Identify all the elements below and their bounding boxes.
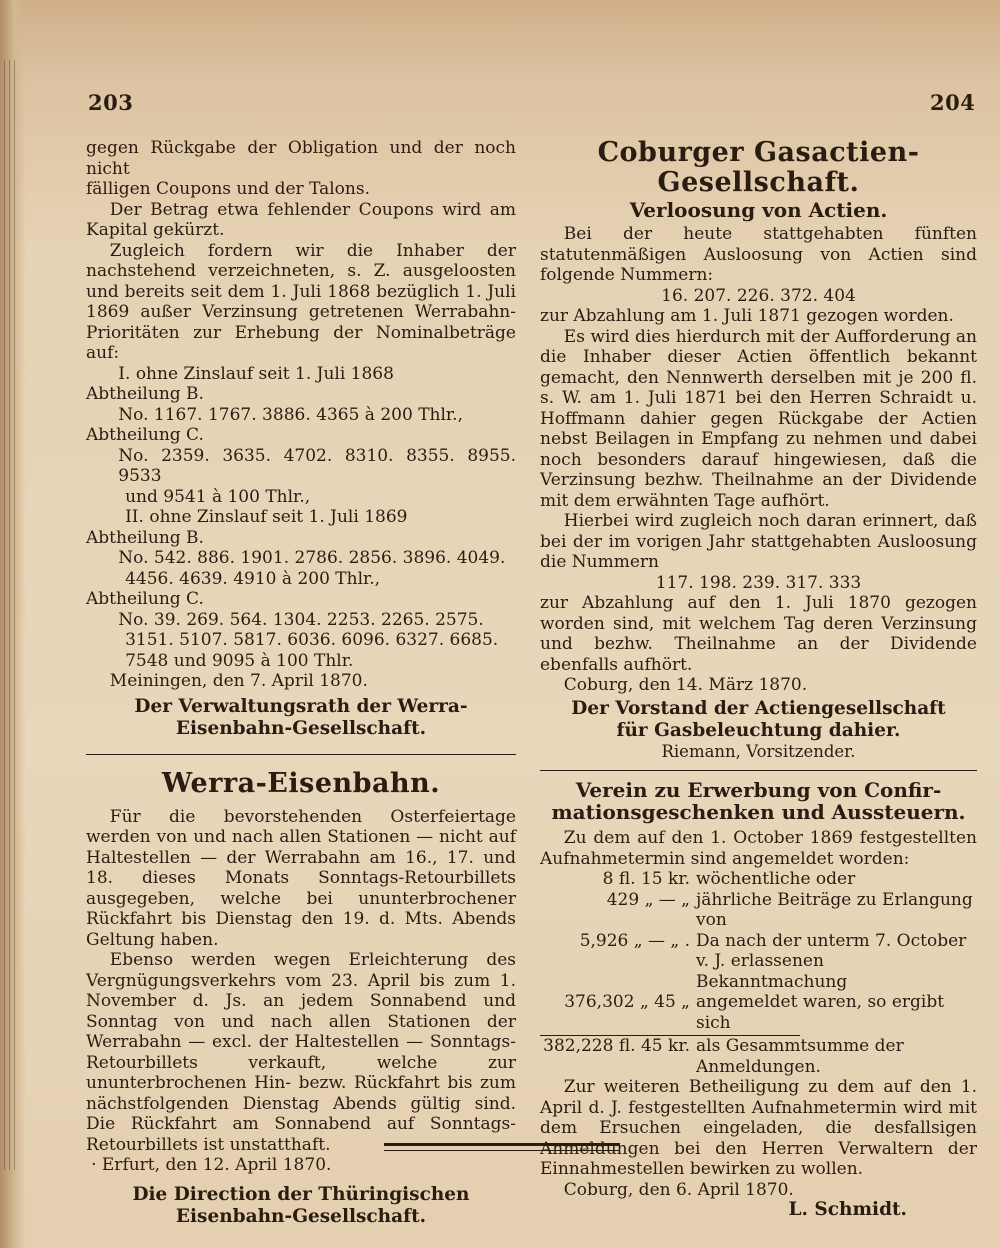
- intro-line-2: fälligen Coupons und der Talons.: [86, 179, 370, 199]
- contribution-row: [540, 869, 977, 890]
- verein-title-line-2: mationsgeschenken und Aussteuern.: [551, 800, 966, 824]
- contribution-text: wöchentliche oder: [696, 869, 856, 889]
- left-column: [86, 138, 516, 1228]
- group1-section-c-label: Abtheilung C.: [86, 425, 204, 445]
- contribution-amount: 5,926 „ — „ .: [579, 930, 690, 951]
- verwaltungsrath-signature-line-2: Eisenbahn-Gesellschaft.: [175, 717, 427, 739]
- group1-section-c-numbers-1: No. 2359. 3635. 4702. 8310. 8355. 8955. 9533: [118, 445, 516, 486]
- contribution-text: Da nach der unterm 7. October v. J. erlassenen Bekanntmachung: [696, 930, 967, 992]
- total-row: [540, 1036, 977, 1077]
- group2-section-b-numbers-2: 4456. 4639. 4910 à 200 Thlr.,: [125, 568, 381, 589]
- verein-paragraph-2: Zur weiteren Betheiligung zu dem auf den 1. April d. J. festgestellten Aufnahmetermin wird mit dem Ersuchen eingeladen, die desfallsigen Anmeldungen bei den Herren Verwaltern der Einnahmestellen bewirken zu wollen.: [540, 1077, 977, 1179]
- group2-section-b-numbers-1: No. 542. 886. 1901. 2786. 2856. 3896. 4049.: [118, 548, 506, 568]
- gas-paragraph-3b: zur Abzahlung auf den 1. Juli 1870 gezogen worden sind, mit welchem Tag deren Verzinsung und bezhw. Theilnahme an der Dividende ebenfalls aufhört.: [540, 593, 977, 675]
- meiningen-date-line: Meiningen, den 7. April 1870.: [109, 671, 368, 691]
- coburg-date-line-1: Coburg, den 14. März 1870.: [563, 675, 808, 695]
- schmidt-signature: L. Schmidt.: [788, 1199, 907, 1220]
- direction-signature-line-1: Die Direction der Thüringischen: [132, 1183, 470, 1205]
- total-amount: 382,228 fl. 45 kr.: [543, 1036, 690, 1056]
- group2-title: II. ohne Zinslauf seit 1. Juli 1869: [125, 507, 408, 527]
- total-text: als Gesammtsumme der Anmeldungen.: [696, 1036, 904, 1077]
- page-number-right: 204: [930, 90, 976, 115]
- gas-paragraph-2: Es wird dies hierdurch mit der Aufforderung an die Inhaber dieser Actien öffentlich bekannt gemacht, den Nennwerth derselben mit je 200 fl. s. W. am 1. Juli 1871 bei den Herren Schraidt u. Hoffmann dahier gegen Rückgabe der Actien nebst Beilagen in Empfang zu nehmen und dabei noch besonders darauf hingewiesen, daß die Verzinsung bezhw. Theilnahme an der Dividende mit dem erwähnten Tage aufhört.: [540, 326, 977, 511]
- gas-paragraph-1: Bei der heute stattgehabten fünften statutenmäßigen Ausloosung von Actien sind folgende Nummern:: [540, 224, 977, 285]
- riemann-signature: Riemann, Vorsitzender.: [661, 741, 856, 761]
- group1-title: I. ohne Zinslauf seit 1. Juli 1868: [118, 363, 394, 384]
- binding-stitch-lines: [4, 60, 18, 1170]
- contribution-amount: 376,302 „ 45 „: [564, 992, 690, 1012]
- contribution-text: jährliche Beiträge zu Erlangung von: [696, 889, 973, 930]
- group1-section-c-numbers-2: und 9541 à 100 Thlr.,: [125, 486, 311, 507]
- erfurt-date-line: · Erfurt, den 12. April 1870.: [91, 1155, 332, 1175]
- contribution-row: [540, 890, 977, 931]
- gas-drawn-numbers-1870: 117. 198. 239. 317. 333: [655, 572, 862, 593]
- verein-intro: Zu dem auf den 1. October 1869 festgestellten Aufnahmetermin sind angemeldet worden:: [540, 828, 977, 869]
- group2-section-c-label: Abtheilung C.: [86, 589, 204, 609]
- bottom-double-rule-bottom: [384, 1150, 620, 1151]
- bottom-double-rule-top: [384, 1143, 620, 1146]
- contribution-text: angemeldet waren, so ergibt sich: [696, 992, 945, 1033]
- page-number-left: 203: [88, 90, 134, 115]
- coupon-note: Der Betrag etwa fehlender Coupons wird am Kapital gekürzt.: [86, 199, 516, 240]
- group1-section-b-label: Abtheilung B.: [86, 384, 204, 404]
- intro-line-1: gegen Rückgabe der Obligation und der noch nicht: [86, 138, 516, 179]
- gas-paragraph-1b: zur Abzahlung am 1. Juli 1871 gezogen worden.: [540, 306, 954, 326]
- right-column: [540, 138, 977, 1221]
- group2-section-c-numbers-2: 3151. 5107. 5817. 6036. 6096. 6327. 6685.: [125, 630, 499, 650]
- contribution-row: [540, 931, 977, 993]
- coburg-date-line-2: Coburg, den 6. April 1870.: [563, 1179, 794, 1200]
- gas-paragraph-3: Hierbei wird zugleich noch daran erinnert, daß bei der im vorigen Jahr stattgehabten Ausloosung die Nummern: [540, 511, 977, 572]
- werra-eisenbahn-title: Werra-Eisenbahn.: [161, 767, 441, 799]
- contribution-row: [540, 992, 977, 1033]
- book-binding-edge: [0, 0, 26, 1248]
- verein-title-line-1: Verein zu Erwerbung von Confir-: [575, 778, 942, 802]
- group1-section-b-numbers: No. 1167. 1767. 3886. 4365 à 200 Thlr.,: [118, 404, 463, 425]
- gas-drawn-numbers-1871: 16. 207. 226. 372. 404: [661, 285, 856, 306]
- group2-section-b-label: Abtheilung B.: [86, 527, 204, 548]
- gasactien-title: Coburger Gasactien-Gesellschaft.: [597, 137, 920, 198]
- contribution-amount: 429 „ — „: [606, 889, 690, 910]
- request-text: Zugleich fordern wir die Inhaber der nachstehend verzeichneten, s. Z. ausgeloosten und bereits seit dem 1. Juli 1868 bezüglich 1. Juli 1869 außer Verzinsung getretenen Werrabahn-Prioritäten zur Erhebung der Nominalbeträge auf:: [86, 240, 516, 363]
- contribution-amount: 8 fl. 15 kr.: [602, 869, 690, 889]
- verwaltungsrath-signature-line-1: Der Verwaltungsrath der Werra-: [134, 695, 468, 717]
- group2-section-c-numbers-1: No. 39. 269. 564. 1304. 2253. 2265. 2575.: [118, 609, 484, 630]
- verloosung-subtitle: Verloosung von Actien.: [629, 198, 888, 222]
- werra-paragraph-2: Ebenso werden wegen Erleichterung des Vergnügungsverkehrs vom 23. April bis zum 1. November d. Js. an jedem Sonnabend und Sonntag von und nach allen Stationen der Werrabahn — excl. der Haltestellen — Sonntags-Retourbillets verkauft, welche zur ununterbrochenen Hin- bezw. Rückfahrt bis zum nächstfolgenden Dienstag Abends gültig sind. Die Rückfahrt am Sonnabend auf Sonntags-Retourbillets ist unstatthaft.: [86, 950, 516, 1155]
- vorstand-signature-line-2: für Gasbeleuchtung dahier.: [616, 719, 901, 741]
- vorstand-signature-line-1: Der Vorstand der Actiengesellschaft: [571, 697, 946, 719]
- direction-signature-line-2: Eisenbahn-Gesellschaft.: [175, 1205, 427, 1227]
- werra-paragraph-1: Für die bevorstehenden Osterfeiertage werden von und nach allen Stationen — nicht auf Haltestellen — der Werrabahn am 16., 17. und 18. dieses Monats Sonntags-Retourbillets ausgegeben, welche bei ununterbrochener Rückfahrt bis Dienstag den 19. d. Mts. Abends Geltung haben.: [86, 806, 516, 950]
- group2-section-c-numbers-3: 7548 und 9095 à 100 Thlr.: [125, 650, 354, 671]
